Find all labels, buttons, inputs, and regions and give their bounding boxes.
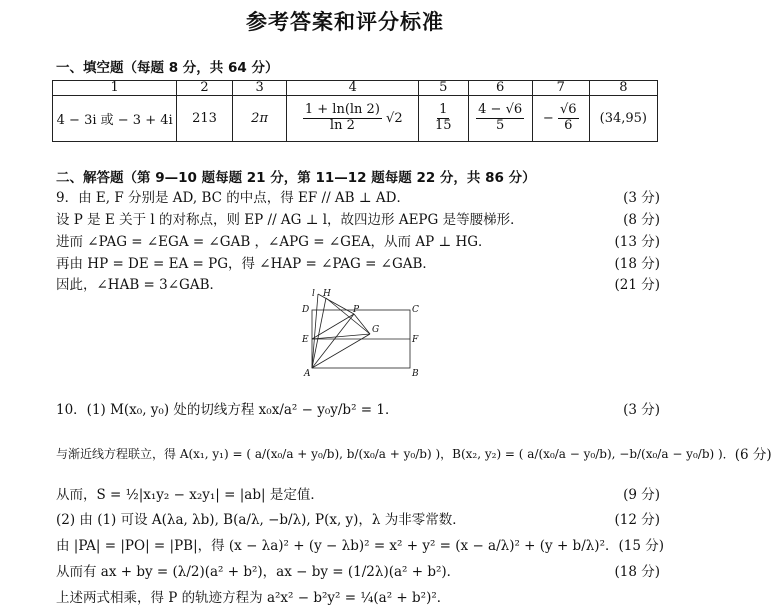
answer-1-cell: 4 − 3i 或 − 3 + 4i bbox=[53, 96, 177, 142]
label-a: A bbox=[304, 369, 311, 379]
answer-3-cell: 2π bbox=[232, 96, 287, 142]
q9-line-text: 进而 ∠PAG = ∠EGA = ∠GAB ，∠APG = ∠GEA，从而 AP ⊥ HG． bbox=[56, 234, 492, 250]
page-title: 参考答案和评分标准 bbox=[246, 10, 444, 34]
q10-line bbox=[56, 398, 660, 418]
answer-5-numerator: 1 bbox=[439, 102, 448, 118]
q10-line-text: 由 |PA| = |PO| = |PB|，得 (x − λa)² + (y − λb)² = x² + y² = (x − a/λ)² + (y + b/λ)²． bbox=[56, 538, 619, 554]
q10-line-text: 与渐近线方程联立，得 A(x₁, y₁) = ( a/(x₀/a + y₀/b), b/(x₀/a + y₀/b) )，B(x₂, y₂) = ( a/(x₀/a − y₀/b), −b/(x₀/a − y₀/b) )． bbox=[56, 446, 735, 461]
q9-line-points: (18 分) bbox=[614, 256, 660, 272]
segment-ap bbox=[312, 314, 354, 368]
q10-line-text: 10．(1) M(x₀, y₀) 处的切线方程 x₀x/a² − y₀y/b² = 1． bbox=[56, 402, 399, 418]
answer-6-denominator: 5 bbox=[496, 118, 505, 133]
q10-line-points: (6 分) bbox=[734, 447, 772, 463]
q10-line-points: (18 分) bbox=[614, 564, 660, 580]
label-b: B bbox=[412, 369, 419, 379]
q9-line bbox=[56, 230, 660, 250]
q10-line bbox=[56, 443, 772, 463]
answer-6-numerator: 4 − √6 bbox=[478, 102, 523, 118]
question-number-cell: 3 bbox=[232, 81, 287, 96]
answer-5-denominator: 15 bbox=[434, 118, 452, 133]
answer-5-cell bbox=[419, 96, 469, 142]
segment-hg bbox=[326, 298, 370, 334]
section-2-heading: 二、解答题（第 9—10 题每题 21 分，第 11—12 题每题 22 分，共 86 分） bbox=[56, 170, 536, 186]
q9-line-points: (8 分) bbox=[623, 212, 660, 228]
label-f: F bbox=[412, 335, 419, 345]
q9-line-points: (21 分) bbox=[614, 277, 660, 293]
q10-line bbox=[56, 508, 660, 528]
q10-line-points: (12 分) bbox=[614, 512, 660, 528]
q10-line-text: (2) 由 (1) 可设 A(λa, λb), B(a/λ, −b/λ), P(x, y)，λ 为非零常数． bbox=[56, 512, 466, 528]
question-number-cell: 1 bbox=[53, 81, 177, 96]
answer-5-fraction bbox=[433, 103, 454, 134]
geometry-figure-svg bbox=[298, 290, 420, 378]
q10-line-text: 上述两式相乘，得 P 的轨迹方程为 a²x² − b²y² = ¼(a² + b²)²． bbox=[56, 590, 451, 606]
answer-6-fraction bbox=[476, 103, 524, 134]
question-number-cell: 5 bbox=[419, 81, 469, 96]
label-p: P bbox=[353, 305, 360, 315]
q9-line bbox=[56, 186, 660, 206]
q10-line-points: (9 分) bbox=[623, 487, 660, 503]
q9-line-text: 再由 HP = DE = EA = PG，得 ∠HAP = ∠PAG = ∠GAB． bbox=[56, 256, 436, 272]
q9-line-text: 设 P 是 E 关于 l 的对称点，则 EP // AG ⊥ l，故四边形 AEPG 是等腰梯形． bbox=[56, 212, 524, 228]
question-number-cell: 4 bbox=[287, 81, 419, 96]
q10-line bbox=[56, 534, 665, 554]
q10-line-text: 从而有 ax + by = (λ/2)(a² + b²)，ax − by = (1/2λ)(a² + b²)． bbox=[56, 564, 461, 580]
answer-table bbox=[52, 80, 658, 142]
q10-line-points: (15 分) bbox=[618, 538, 665, 554]
answer-table-value-row bbox=[53, 96, 658, 142]
segment-pg bbox=[354, 314, 370, 334]
q10-line bbox=[56, 483, 660, 503]
label-l: l bbox=[312, 289, 315, 299]
answer-2-cell: 213 bbox=[177, 96, 232, 142]
answer-table-header-row bbox=[53, 81, 658, 96]
label-e: E bbox=[302, 335, 309, 345]
segment-ah bbox=[312, 298, 326, 368]
question-number-cell: 6 bbox=[468, 81, 532, 96]
q9-line bbox=[56, 252, 660, 272]
question-number-cell: 8 bbox=[589, 81, 657, 96]
answer-4-sqrt: √2 bbox=[386, 111, 403, 126]
q10-line-text: 从而，S = ½|x₁y₂ − x₂y₁| = |ab| 是定值． bbox=[56, 487, 324, 503]
answer-7-fraction bbox=[558, 103, 579, 134]
answer-4-numerator: 1 + ln(ln 2) bbox=[304, 102, 380, 118]
question-number-cell: 7 bbox=[532, 81, 589, 96]
segment-ep bbox=[312, 314, 354, 339]
line-l bbox=[312, 294, 318, 368]
answer-4-denominator: ln 2 bbox=[329, 118, 355, 133]
q10-line bbox=[56, 560, 660, 580]
q9-line-points: (3 分) bbox=[623, 190, 660, 206]
q9-line-points: (13 分) bbox=[614, 234, 660, 250]
label-c: C bbox=[412, 305, 419, 315]
answer-7-denominator: 6 bbox=[564, 118, 573, 133]
answer-4-cell bbox=[287, 96, 419, 142]
q9-line bbox=[56, 208, 660, 228]
geometry-figure bbox=[298, 290, 420, 378]
answer-7-numerator: √6 bbox=[559, 102, 577, 118]
label-h: H bbox=[323, 289, 331, 299]
label-g: G bbox=[372, 325, 380, 335]
q9-line-text: 9．由 E, F 分别是 AD, BC 的中点，得 EF // AB ⊥ AD． bbox=[56, 190, 410, 206]
label-d: D bbox=[302, 305, 310, 315]
segment-eg bbox=[312, 334, 370, 339]
question-number-cell: 2 bbox=[177, 81, 232, 96]
q10-line-points: (3 分) bbox=[623, 402, 660, 418]
answer-6-cell bbox=[468, 96, 532, 142]
answer-4-fraction bbox=[303, 103, 382, 134]
q9-line-text: 因此，∠HAB = 3∠GAB． bbox=[56, 277, 224, 293]
answer-8-cell: (34,95) bbox=[589, 96, 657, 142]
section-1-heading: 一、填空题（每题 8 分，共 64 分） bbox=[56, 60, 279, 76]
answer-7-cell bbox=[532, 96, 589, 142]
q10-line bbox=[56, 586, 660, 606]
answer-7-sign: − bbox=[542, 111, 554, 126]
